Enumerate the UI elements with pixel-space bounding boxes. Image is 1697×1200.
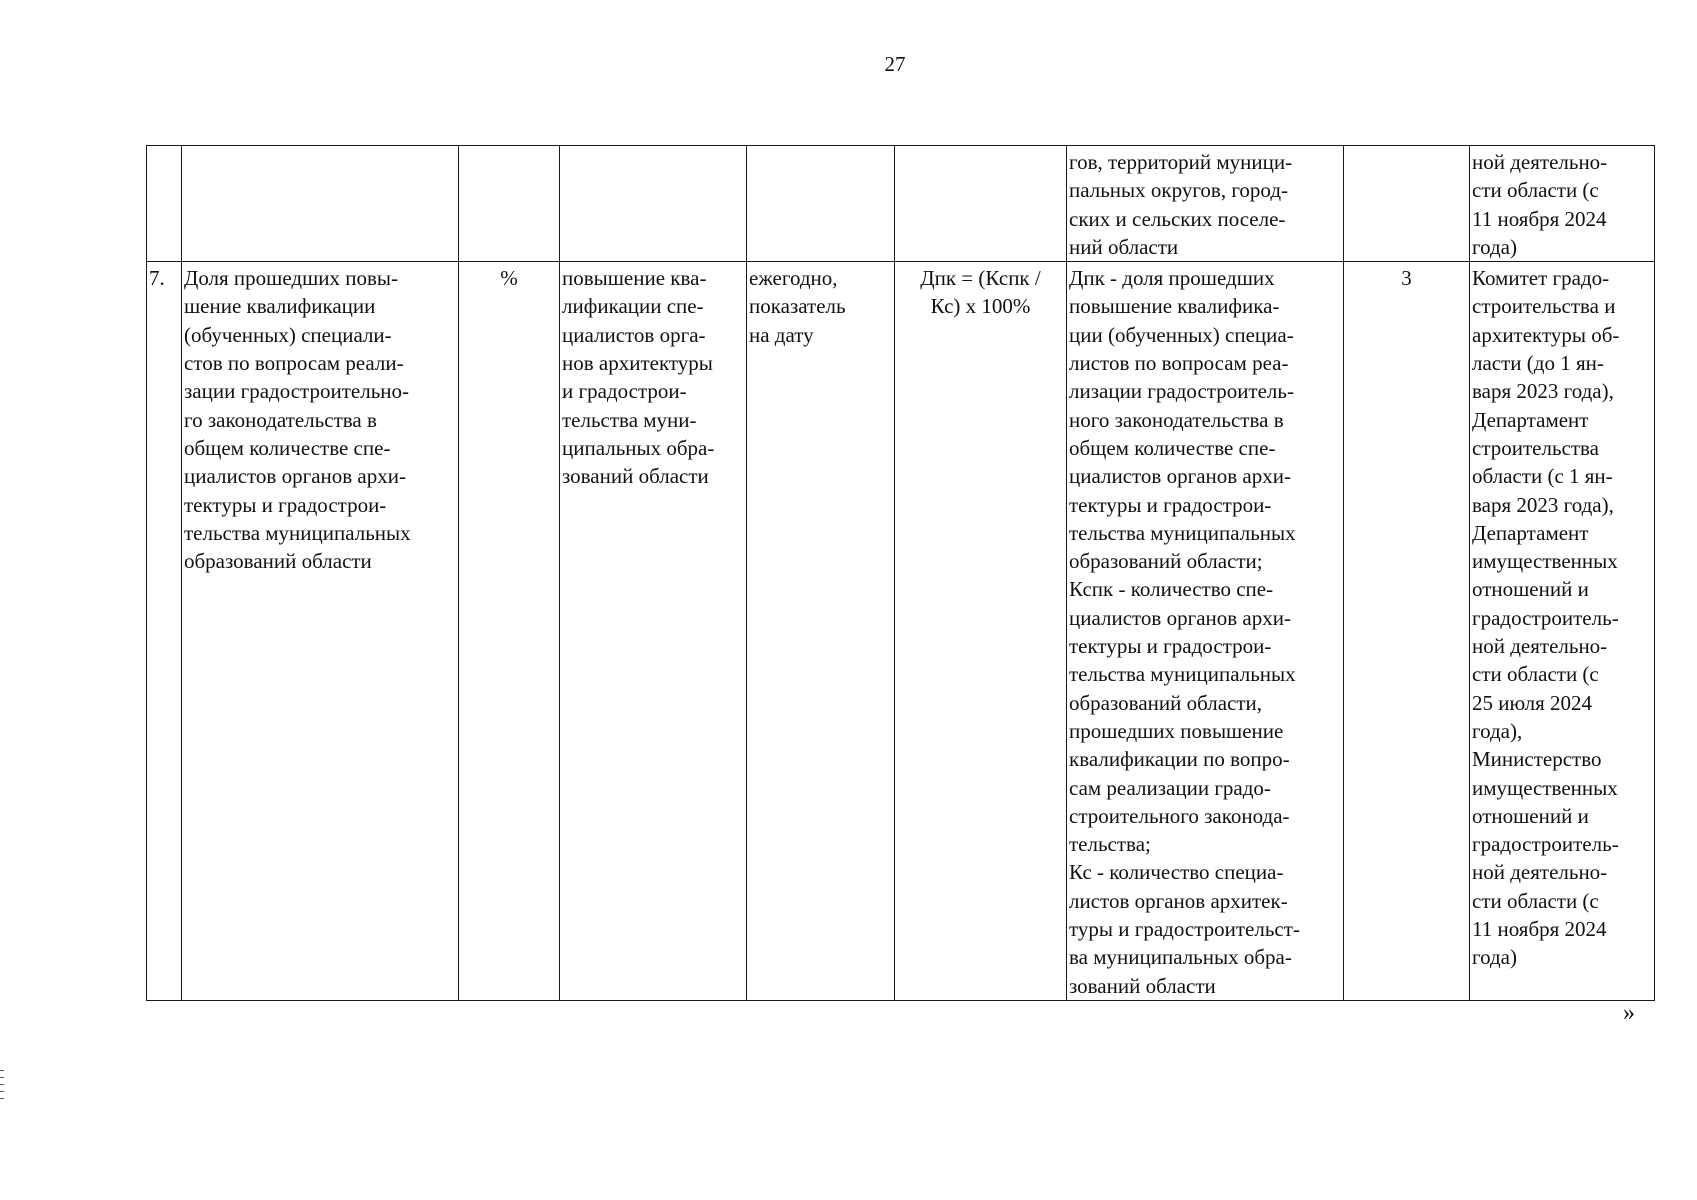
- cell-source: [1344, 146, 1470, 262]
- table-row-continuation: [147, 146, 1655, 262]
- page-number: 27: [884, 52, 906, 76]
- margin-tick: [0, 1084, 4, 1085]
- margin-tick: [0, 1077, 4, 1078]
- cell-description: гов, территорий муници- пальных округов, город- ских и сельских поселе- ний области: [1067, 146, 1344, 262]
- cell-description: Дпк - доля прошедших повышение квалифика- ции (обученных) специа- листов по вопросам реа- лизации градостроитель- ного законодательства в общем количестве спе- циалистов органов архи- тектуры и градострои- тельства муниципальных образований области; Кспк - количество спе- циалистов органов архи- тектуры и градострои- тельства муниципальных образований области, прошедших повышение квалификации по вопро- сам реализации градо- строительного законода- тельства; Кс - количество специа- листов органов архитек- туры и градостроительст- ва муниципальных обра- зований области: [1067, 262, 1344, 1001]
- indicator-table: [146, 145, 1655, 1001]
- cell-num: 7.: [147, 262, 182, 1001]
- cell-responsible: ной деятельно- сти области (с 11 ноября 2024 года): [1470, 146, 1655, 262]
- cell-formula: [895, 146, 1067, 262]
- margin-tick: [0, 1091, 4, 1092]
- cell-definition: [560, 146, 747, 262]
- cell-formula: Дпк = (Кспк / Кс) х 100%: [895, 262, 1067, 1001]
- margin-tick: [0, 1098, 4, 1099]
- cell-periodicity: ежегодно, показатель на дату: [747, 262, 895, 1001]
- table-row: [147, 262, 1655, 1001]
- margin-tick: [0, 1070, 4, 1071]
- cell-definition: повышение ква- лификации спе- циалистов орга- нов архитектуры и градострои- тельства муни- ципальных обра- зований области: [560, 262, 747, 1001]
- cell-indicator-name: Доля прошедших повы- шение квалификации (обученных) специали- стов по вопросам реали- зации градостроительно- го законодательства в общем количестве спе- циалистов органов архи- тектуры и градострои- тельства муниципальных образований области: [182, 262, 459, 1001]
- cell-periodicity: [747, 146, 895, 262]
- cell-num: [147, 146, 182, 262]
- cell-source: 3: [1344, 262, 1470, 1001]
- cell-unit: [459, 146, 560, 262]
- cell-responsible: Комитет градо- строительства и архитектуры об- ласти (до 1 ян- варя 2023 года), Департамент строительства области (с 1 ян- варя 2023 года), Департамент имущественных отношений и градостроитель- ной деятельно- сти области (с 25 июля 2024 года), Министерство имущественных отношений и градостроитель- ной деятельно- сти области (с 11 ноября 2024 года): [1470, 262, 1655, 1001]
- closing-quote: »: [1623, 1000, 1635, 1026]
- cell-indicator-name: [182, 146, 459, 262]
- cell-unit: %: [459, 262, 560, 1001]
